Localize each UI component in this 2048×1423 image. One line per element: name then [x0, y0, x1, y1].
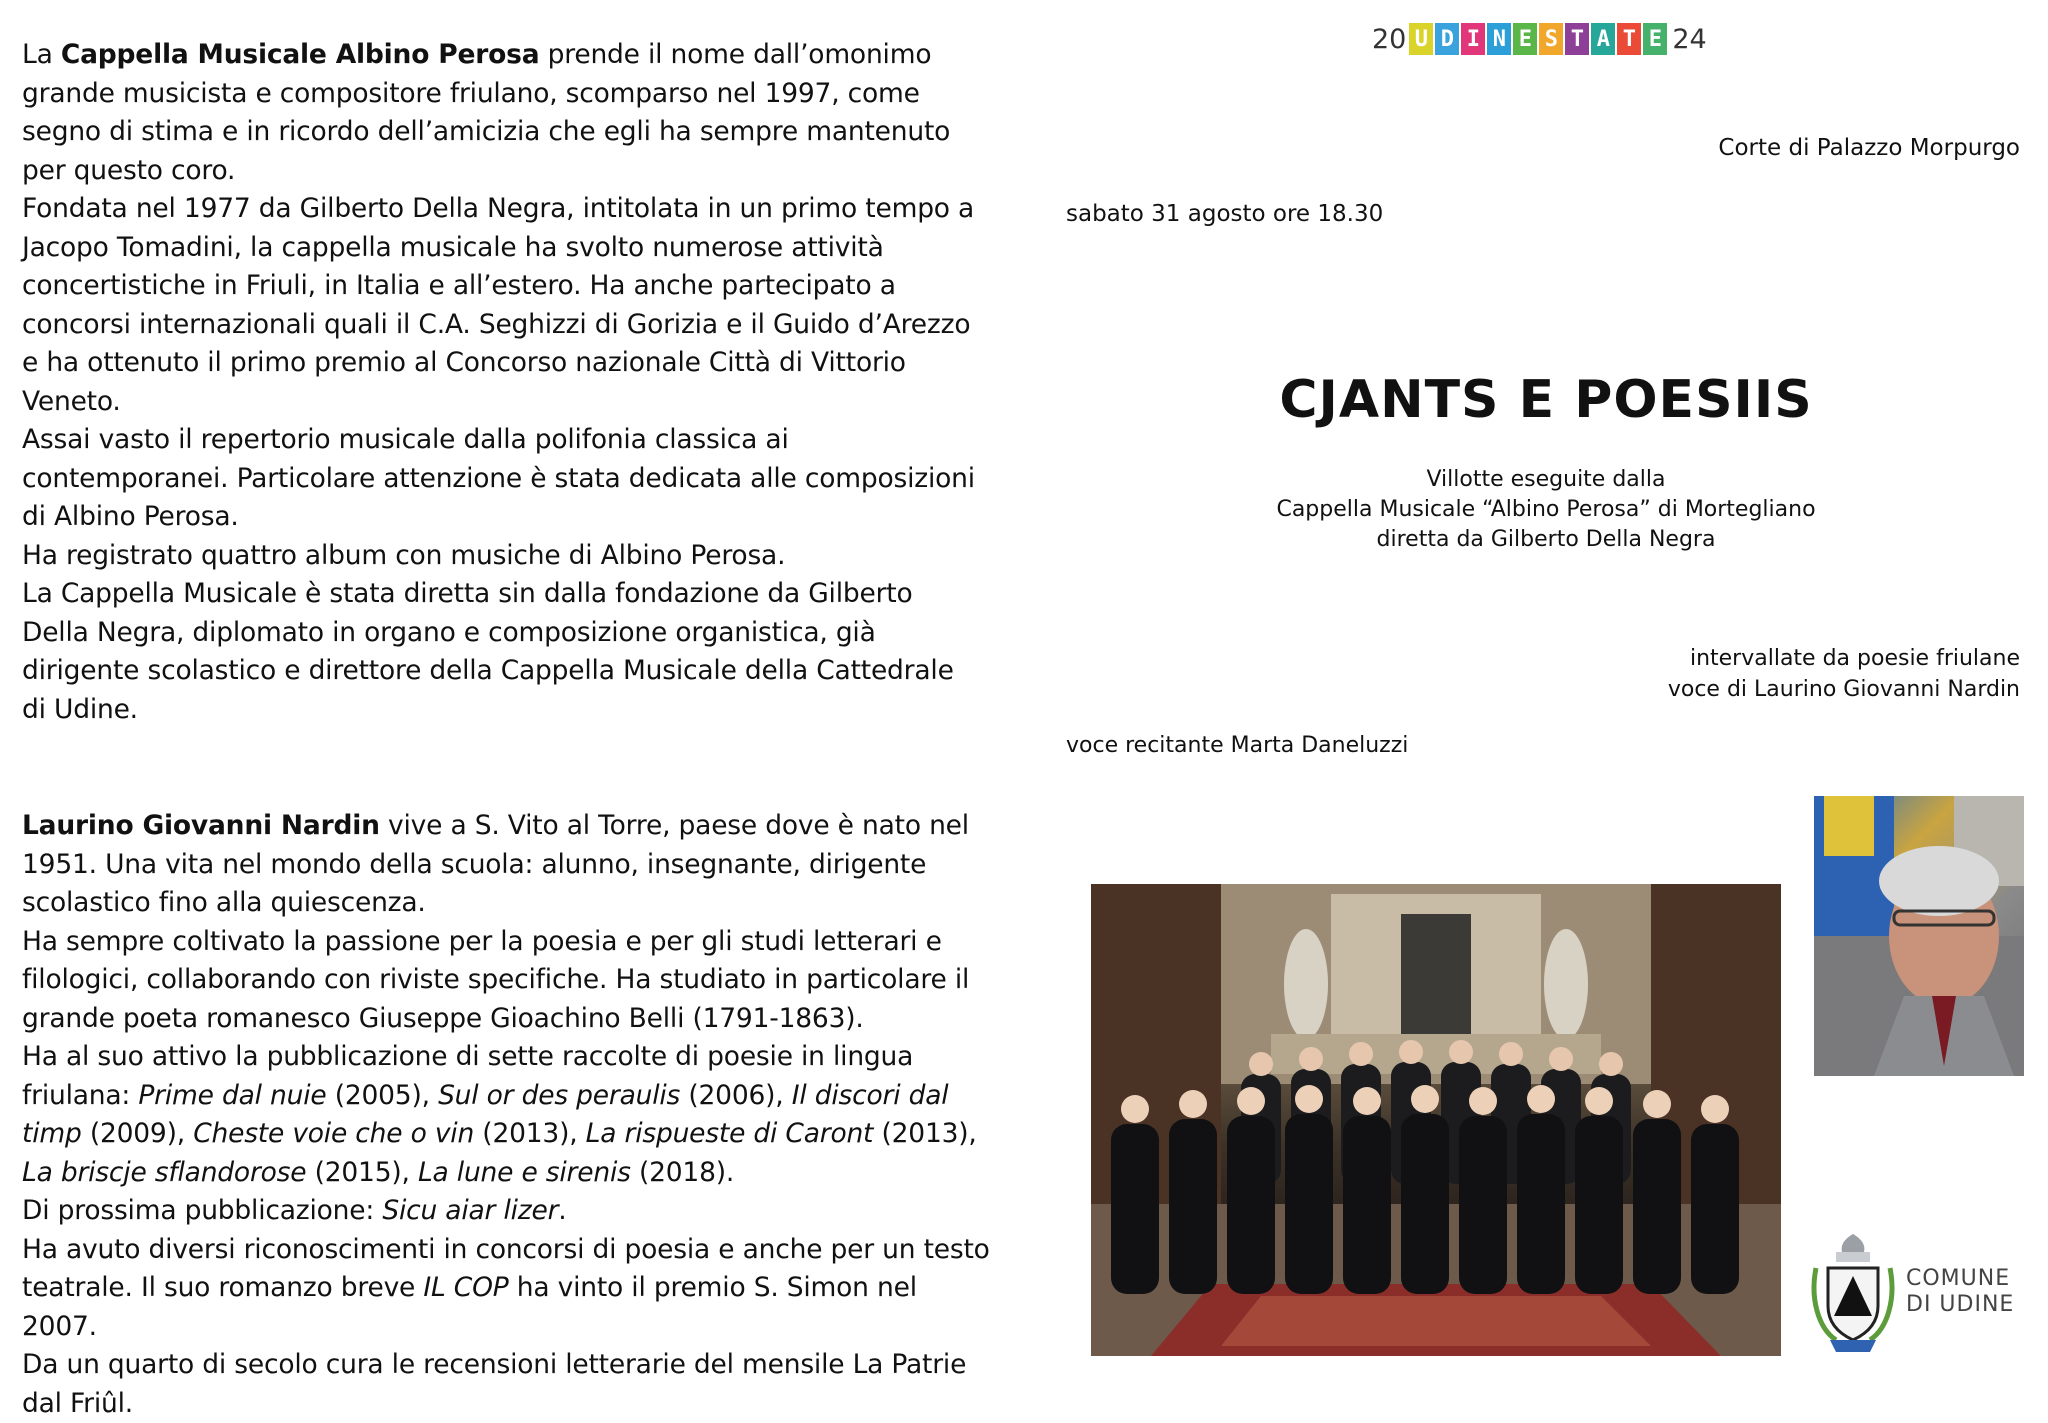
work-year: (2018).: [630, 1156, 735, 1188]
work-title: Il discori dal timp: [22, 1079, 949, 1149]
choir-bio-paragraph-2: Fondata nel 1977 da Gilberto Della Negra, intitolata in un primo tempo a Jacopo Tomadini, la cappella musicale ha svolto numerose attività concertistiche in Friuli, in Italia e all’estero. Ha anche partecipato a concorsi internazionali quali il C.A. Seghizzi di Gorizia e il Guido d’Arezzo e ha ottenuto il primo premio al Concorso nazionale Città di Vittorio Veneto.: [22, 193, 975, 417]
logo-letter: E: [1643, 23, 1667, 55]
work-year: (2015),: [306, 1156, 418, 1188]
poet-bio-paragraph-6: Da un quarto di secolo cura le recensioni letterarie del mensile La Patrie dal Friûl.: [22, 1349, 967, 1419]
subtitle-line: diretta da Gilberto Della Negra: [1376, 527, 1716, 552]
bio-text: .: [558, 1195, 567, 1226]
event-title: CJANTS E POESIIS: [1279, 370, 1813, 430]
interlude-line: voce di Laurino Giovanni Nardin: [1667, 677, 2020, 702]
work-title: Sul or des peraulis: [438, 1079, 681, 1111]
bio-text: Ha al suo attivo la pubblicazione di sette raccolte di poesie in lingua friulana:: [22, 1041, 914, 1111]
poet-bio-paragraph-3: [22, 1038, 997, 1192]
comune-line: DI UDINE: [1906, 1292, 2015, 1317]
poet-bio-paragraph-5: [22, 1231, 997, 1347]
event-reader: voce recitante Marta Daneluzzi: [1066, 733, 1409, 758]
logo-letter: U: [1409, 23, 1433, 55]
logo-letter: S: [1539, 23, 1563, 55]
interlude-line: intervallate da poesie friulane: [1689, 646, 2020, 671]
logo-letter: A: [1591, 23, 1615, 55]
poet-bio-paragraph-4: [22, 1192, 997, 1231]
logo-letter: E: [1513, 23, 1537, 55]
choir-photo-illustration: [1091, 884, 1781, 1356]
bio-text: vive a S. Vito al Torre, paese dove è nato nel 1951. Una vita nel mondo della scuola: alunno, insegnante, dirigente scolastico fino alla quiescenza.: [22, 810, 969, 918]
comune-text: [1906, 1266, 2014, 1318]
choir-bio-paragraph-3: Assai vasto il repertorio musicale dalla polifonia classica ai contemporanei. Particolare attenzione è stata dedicata alle composizioni di Albino Perosa.: [22, 424, 975, 532]
udinestate-logo: [1372, 22, 1707, 56]
subtitle-line: Cappella Musicale “Albino Perosa” di Mortegliano: [1276, 497, 1816, 522]
choir-bio: [22, 36, 982, 729]
logo-letter: I: [1461, 23, 1485, 55]
work-title: Sicu aiar lizer: [382, 1195, 559, 1226]
poet-bio-paragraph-1: [22, 807, 997, 923]
subtitle-line: Villotte eseguite dalla: [1426, 467, 1666, 492]
work-title: Cheste voie che o vin: [193, 1118, 475, 1149]
bio-text: ha vinto il premio S. Simon nel 2007.: [22, 1272, 917, 1342]
poet-name: Laurino Giovanni Nardin: [22, 810, 380, 841]
bio-text: prende il nome dall’omonimo grande musicista e compositore friulano, scomparso nel 1997, come segno di stima e in ricordo dell’amicizia che egli ha sempre mantenuto per questo coro.: [22, 39, 951, 186]
work-year: (2013),: [474, 1118, 586, 1149]
comune-line: COMUNE: [1906, 1266, 2011, 1291]
work-year: (2006),: [680, 1079, 792, 1111]
choir-photo: [1091, 884, 1781, 1356]
choir-bio-paragraph-4: Ha registrato quattro album con musiche di Albino Perosa.: [22, 539, 786, 571]
crest-icon: [1808, 1228, 1898, 1356]
logo-letters: [1409, 23, 1669, 55]
poet-portrait-illustration: [1814, 796, 2024, 1076]
logo-suffix: 24: [1672, 23, 1707, 55]
logo-letter: D: [1435, 23, 1459, 55]
work-title: La briscje sflandorose: [22, 1156, 307, 1188]
work-title: IL COP: [423, 1272, 509, 1303]
work-year: (2013),: [873, 1118, 977, 1149]
bio-text: Ha avuto diversi riconoscimenti in concorsi di poesia e anche per un testo teatrale. Il suo romanzo breve: [22, 1233, 990, 1303]
bio-text: Di prossima pubblicazione:: [22, 1195, 383, 1226]
event-interlude: [1668, 643, 2020, 705]
work-year: (2005),: [326, 1079, 439, 1111]
poet-bio: [22, 807, 997, 1423]
choir-name: Cappella Musicale Albino Perosa: [60, 39, 540, 70]
work-title: La rispueste di Caront: [585, 1118, 874, 1149]
event-date: sabato 31 agosto ore 18.30: [1066, 201, 1384, 227]
comune-di-udine-logo: [1808, 1228, 2024, 1356]
logo-letter: T: [1565, 23, 1589, 55]
poet-portrait: [1814, 796, 2024, 1076]
event-venue: Corte di Palazzo Morpurgo: [1718, 135, 2020, 161]
work-title: La lune e sirenis: [417, 1156, 631, 1188]
work-title: Prime dal nuie: [138, 1079, 327, 1111]
choir-bio-paragraph-5: La Cappella Musicale è stata diretta sin dalla fondazione da Gilberto Della Negra, diplomato in organo e composizione organistica, già dirigente scolastico e direttore della Cappella Musicale della Cattedrale di Udine.: [22, 578, 954, 725]
choir-bio-paragraph-1: [22, 36, 982, 190]
logo-letter: T: [1617, 23, 1641, 55]
bio-text: La: [22, 39, 61, 70]
logo-letter: N: [1487, 23, 1511, 55]
event-subtitle: [1120, 465, 1972, 555]
logo-prefix: 20: [1372, 23, 1407, 55]
work-year: (2009),: [81, 1118, 194, 1149]
poet-bio-paragraph-2: Ha sempre coltivato la passione per la poesia e per gli studi letterari e filologici, collaborando con riviste specifiche. Ha studiato in particolare il grande poeta romanesco Giuseppe Gioachino Belli (1791-1863).: [22, 925, 970, 1034]
